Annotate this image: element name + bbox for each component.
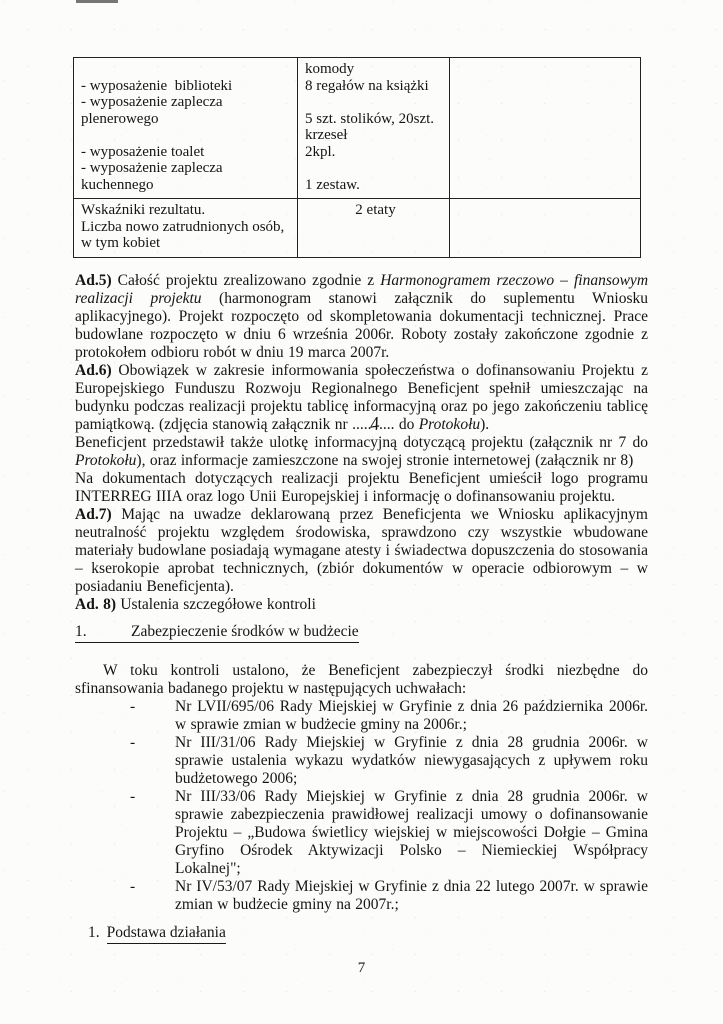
section-number: 1. bbox=[75, 622, 87, 640]
list-item-resolution-1 bbox=[130, 698, 648, 734]
dash-bullet: - bbox=[130, 877, 136, 895]
paragraph-ad5: Ad.5) Całość projektu zrealizowano zgodnie z Harmonogramem rzeczowo – finansowym realizacji projektu (harmonogram stanowi załącznik do suplementu Wniosku aplikacyjnego). Projekt rozpoczęto od skompletowania dokumentacji technicznej. Prace budowlane rozpoczęto w dniu 6 września 2006r. Roboty zostały zakończone zgodnie z protokołem odbioru robót w dniu 19 marca 2007r. bbox=[75, 271, 649, 361]
cell-result-indicator-value: 2 etaty bbox=[298, 199, 450, 258]
list-item-resolution-2 bbox=[130, 734, 648, 788]
section-heading-budget-funds bbox=[75, 623, 648, 643]
list-item-resolution-3 bbox=[130, 788, 648, 878]
resolution-list bbox=[130, 698, 648, 914]
cell-empty bbox=[450, 58, 641, 199]
list-item-text: Nr III/33/06 Rady Miejskiej w Gryfinie z dnia 28 grudnia 2006r. w sprawie zabezpieczenia prawidłowej realizacji umowy o dofinansowanie Projektu – „Budowa świetlicy wiejskiej w miejscowości Dołgie – Gmina Gryfino Ośrodek Aktywizacji Polsko – Niemieckiej Współpracy Lokalnej"; bbox=[175, 787, 648, 877]
table-row-result-indicators bbox=[74, 199, 641, 258]
dash-bullet: - bbox=[130, 733, 136, 751]
paragraph-ad7: Ad.7) Mając na uwadze deklarowaną przez Beneficjenta we Wniosku aplikacyjnym neutralność projektu względem środowiska, sprawdzono czy wszystkie wbudowane materiały budowlane posiadają wymagane atesty i świadectwa dopuszczenia do stosowania – kserokopie aprobat technicznych, (zbiór dokumentów w operacie odbiorowym – w posiadaniu Beneficjenta). bbox=[75, 505, 648, 595]
list-item-text: Nr IV/53/07 Rady Miejskiej w Gryfinie z dnia 22 lutego 2007r. w sprawie zmian w budżecie gminy na 2007r.; bbox=[175, 877, 648, 913]
list-item-text: Nr LVII/695/06 Rady Miejskiej w Gryfinie z dnia 26 października 2006r. w sprawie zmian w budżecie gminy na 2006r.; bbox=[175, 697, 648, 733]
section-title: Zabezpieczenie środków w budżecie bbox=[131, 622, 359, 640]
section-title: Podstawa działania bbox=[107, 924, 226, 944]
section-heading-underline bbox=[75, 623, 359, 643]
cell-product-names: - wyposażenie biblioteki - wyposażenie zaplecza plenerowego - wyposażenie toalet - wyposażenie zaplecza kuchennego bbox=[74, 58, 298, 199]
dash-bullet: - bbox=[130, 787, 136, 805]
paragraph-ad6: Ad.6) Obowiązek w zakresie informowania społeczeństwa o dofinansowaniu Projektu z Europejskiego Funduszu Rozwoju Regionalnego Beneficjent spełnił umieszczając na budynku podczas realizacji projektu tablicę informacyjną oraz po jego zakończeniu tablicę pamiątkową. (zdjęcia stanowią załącznik nr .....4.... do Protokołu). bbox=[75, 361, 648, 436]
section-number: 1. bbox=[88, 923, 100, 941]
list-item-text: Nr III/31/06 Rady Miejskiej w Gryfinie z dnia 28 grudnia 2006r. w sprawie ustalenia wykazu wydatków niewygasających z upływem roku budżetowego 2006; bbox=[175, 733, 648, 787]
section-heading-legal-basis bbox=[88, 924, 648, 944]
dash-bullet: - bbox=[130, 697, 136, 715]
list-item-resolution-4 bbox=[130, 878, 648, 914]
cell-empty bbox=[450, 199, 641, 258]
paragraph-ad6-continuation-1: Beneficjent przedstawił także ulotkę informacyjną dotyczącą projektu (załącznik nr 7 do Protokołu), oraz informacje zamieszczone na swojej stronie internetowej (załącznik nr 8) bbox=[75, 433, 648, 469]
page-content bbox=[75, 57, 648, 977]
intro-paragraph: W toku kontroli ustalono, że Beneficjent zabezpieczył środki niezbędne do sfinansowania badanego projektu w następujących uchwałach: bbox=[75, 661, 648, 697]
paragraph-ad6-continuation-2: Na dokumentach dotyczących realizacji projektu Beneficjent umieścił logo programu INTERREG IIIA oraz logo Unii Europejskiej i informację o dofinansowaniu projektu. bbox=[75, 469, 648, 505]
indicators-table bbox=[73, 57, 641, 258]
cell-product-quantities: komody 8 regałów na książki 5 szt. stolików, 20szt. krzeseł 2kpl. 1 zestaw. bbox=[298, 58, 450, 199]
table-row-products bbox=[74, 58, 641, 199]
paragraph-ad8: Ad. 8) Ustalenia szczegółowe kontroli bbox=[75, 595, 316, 613]
scan-artifact bbox=[76, 0, 118, 3]
page-number: 7 bbox=[357, 959, 366, 976]
cell-result-indicator-label: Wskaźniki rezultatu. Liczba nowo zatrudnionych osób, w tym kobiet bbox=[74, 199, 298, 258]
